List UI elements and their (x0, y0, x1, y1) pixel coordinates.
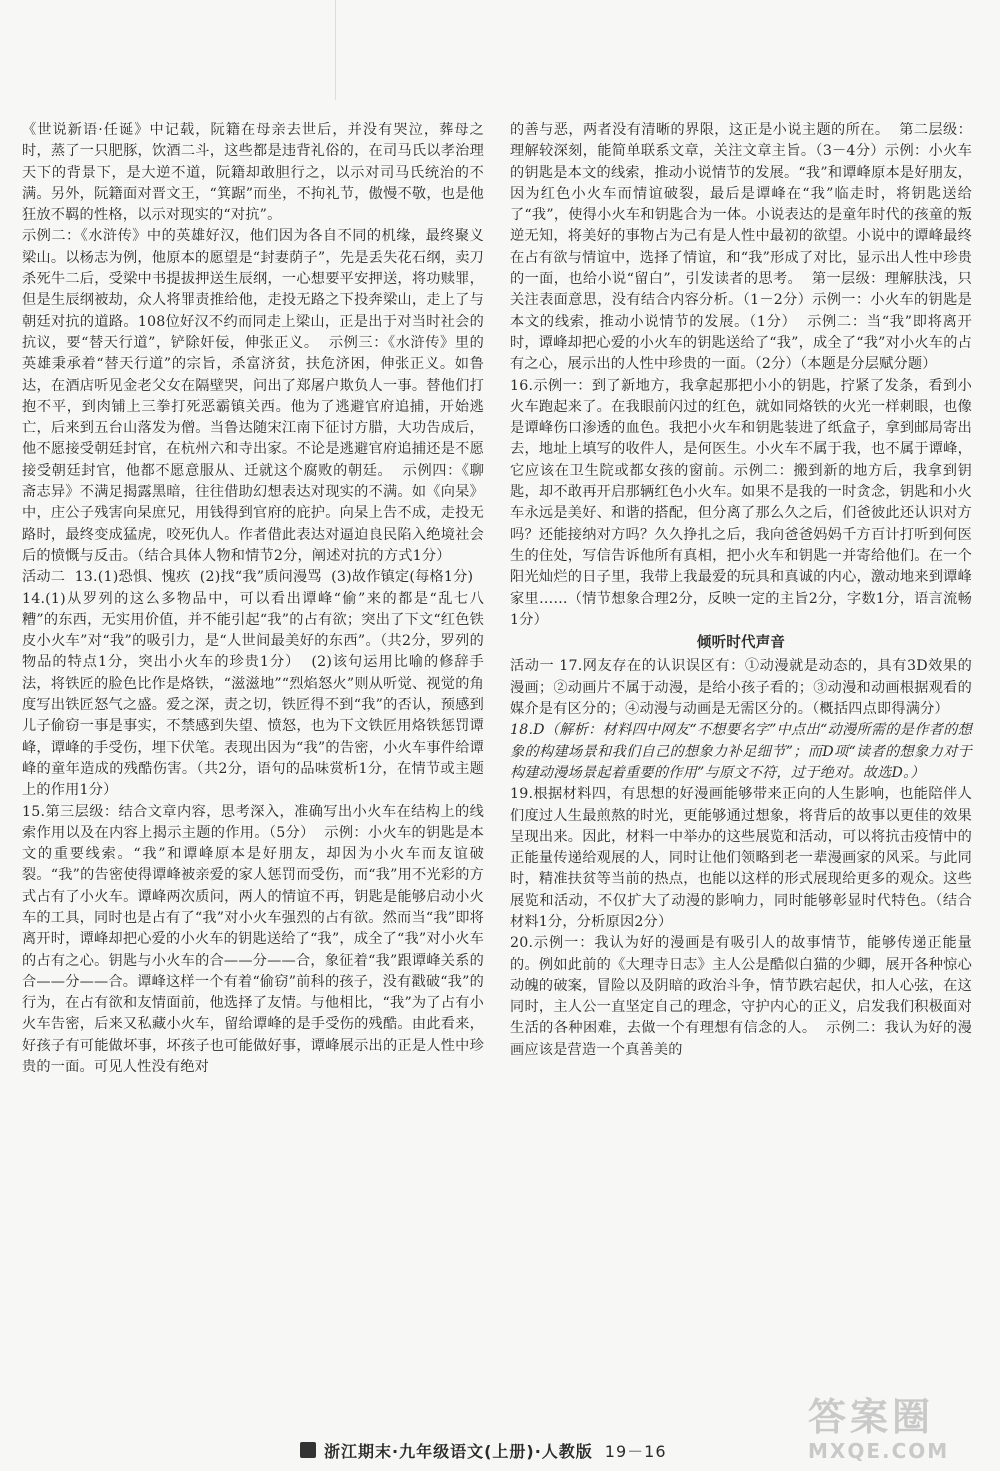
book-logo-icon (300, 1442, 316, 1458)
answer-paragraph: 的善与恶，两者没有清晰的界限，这正是小说主题的所在。 第二层级：理解较深刻，能简单联系文章，关注文章主旨。（3－4分）示例：小火车的钥匙是本文的线索，推动小说情节的发展。“我”和谭峰原本是好朋友，因为红色小火车而情谊破裂，最后是谭峰在“我”临走时，将钥匙送给了“我”，使得小火车和钥匙合为一体。小说表达的是童年时代的孩童的叛逆无知，将美好的事物占为己有是人性中最初的欲望。小说中的谭峰最终在占有欲与情谊中，选择了情谊，和“我”形成了对比，显示出人性中珍贵的一面，也给小说“留白”，引发读者的思考。 第一层级：理解肤浅，只关注表面意思，没有结合内容分析。（1－2分）示例一：小火车的钥匙是本文的线索，推动小说情节的发展。（1分） 示例二：当“我”即将离开时，谭峰却把心爱的小火车的钥匙送给了“我”，成全了“我”对小火车的占有之心，展示出的人性中珍贵的一面。（2分）（本题是分层赋分题） (510, 122, 972, 373)
left-column (22, 120, 484, 1078)
right-column (510, 120, 972, 1061)
answer-paragraph: 18.D（解析：材料四中网友“不想要名字”中点出“动漫所需的是作者的想象的构建场景和我们自己的想象力补足细节”；而D项“读者的想象力对于构建动漫场景起着重要的作用”与原文不符，过于绝对。故选D。） (510, 722, 972, 781)
answer-paragraph: 19.根据材料四，有思想的好漫画能够带来正向的人生影响，也能陪伴人们度过人生最煎熬的时光，更能够通过想象，将背后的故事以更佳的效果呈现出来。因此，材料一中举办的这些展览和活动，可以将抗击疫情中的正能量传递给观展的人，同时让他们领略到老一辈漫画家的风采。与此同时，精准扶贫等当前的热点，也能以这样的形式展现给更多的观众。这些展览和活动，不仅扩大了动漫的影响力，同时能够彰显时代特色。（结合材料1分，分析原因2分） (510, 786, 972, 930)
answer-paragraph: 14.(1)从罗列的这么多物品中，可以看出谭峰“偷”来的都是“乱七八糟”的东西，无实用价值，并不能引起“我”的占有欲；突出了下文“红色铁皮小火车”对“我”的吸引力，是“人世间最美好的东西”。（共2分，罗列的物品的特点1分，突出小火车的珍贵1分） (2)该句运用比喻的修辞手法，将铁匠的脸色比作是烙铁，“滋滋地”“烈焰怒火”则从听觉、视觉的角度写出铁匠怒气之盛。爱之深，责之切，铁匠得不到“我”的否认，预感到儿子偷窃一事是事实，不禁感到失望、愤怒，也为下文铁匠用烙铁惩罚谭峰，谭峰的手受伤，埋下伏笔。表现出因为“我”的告密，小火车事件给谭峰的童年造成的残酷伤害。（共2分，语句的品味赏析1分，在情节或主题上的作用1分） (22, 590, 484, 799)
section-heading: 倾听时代声音 (696, 635, 786, 652)
answer-paragraph: 示例二：《水浒传》中的英雄好汉，他们因为各自不同的机缘，最终聚义梁山。以杨志为例，他原本的愿望是“封妻荫子”，先是丢失花石纲，卖刀杀死牛二后，受梁中书提拔押送生辰纲，一心想要平安押送，将功赎罪，但是生辰纲被劫，众人将罪责推给他，走投无路之下投奔梁山，走上了与朝廷对抗的道路。108位好汉不约而同走上梁山，正是出于对当时社会的抗议，要“替天行道”，铲除奸佞，伸张正义。 示例三：《水浒传》里的英雄秉承着“替天行道”的宗旨，杀富济贫，扶危济困，伸张正义。如鲁达，在酒店听见金老父女在隔壁哭，问出了郑屠户欺负人一事。替他们打抱不平，到肉铺上三拳打死恶霸镇关西。他为了逃避官府追捕，开始逃亡，后来到五台山落发为僧。当鲁达随宋江南下征讨方腊，大功告成后，他不愿接受朝廷封官，在杭州六和寺出家。不论是逃避官府追捕还是不愿接受朝廷封官，他都不愿意服从、迁就这个腐败的朝廷。 示例四：《聊斋志异》不满足揭露黑暗，往往借助幻想表达对现实的不满。如《向杲》中，庄公子残害向杲庶兄，用钱得到官府的庇护。向杲上告不成，走投无路时，最终变成猛虎，咬死仇人。作者借此表达对逼迫良民陷入绝境社会后的愤慨与反击。（结合具体人物和情节2分，阐述对抗的方式1分） (22, 228, 484, 564)
watermark-url: MXQE.COM (808, 1439, 950, 1463)
answer-paragraph: 《世说新语·任诞》中记载，阮籍在母亲去世后，并没有哭泣，葬母之时，蒸了一只肥豚，饮酒二斗，这些都是违背礼俗的，在司马氏以孝治理天下的背景下，是大逆不道，阮籍却敢胆行之，以示对司马氏统治的不满。另外，阮籍面对晋文王，“箕踞”而坐，不拘礼节，傲慢不敬，也是他狂放不羁的性格，以示对现实的“对抗”。 (22, 122, 484, 224)
page-footer (300, 1437, 720, 1463)
answer-paragraph: 活动二 13.(1)恐惧、愧疚 (2)找“我”质问漫骂 (3)故作镇定(每格1分) (22, 569, 474, 586)
top-divider-line (335, 0, 336, 100)
answer-paragraph: 16.示例一：到了新地方，我拿起那把小小的钥匙，拧紧了发条，看到小火车跑起来了。在我眼前闪过的红色，就如同烙铁的火光一样刺眼，也像是谭峰伤口渗透的血色。我把小火车和钥匙装进了纸盒子，拿到邮局寄出去，地址上填写的收件人，是何医生。小火车不属于我，也不属于谭峰，它应该在卫生院或都女孩的窗前。示例二：搬到新的地方后，我拿到钥匙，却不敢再开启那辆红色小火车。如果不是我的一时贪念，钥匙和小火车永远是美好、和谐的搭配，但分离了那么久之后，们爸彼此还认识对方吗？还能接纳对方吗？久久挣扎之后，我向爸爸妈妈千方百计打听到何医生的住处，写信告诉他所有真相，把小火车和钥匙一并寄给他们。在一个阳光灿烂的日子里，我带上我最爱的玩具和真诚的内心，激动地来到谭峰家里……（情节想象合理2分，反映一定的主旨2分，字数1分，语言流畅1分） (510, 377, 972, 628)
watermark-logo-text: 答案圈 (808, 1395, 935, 1439)
book-title: 浙江期末·九年级语文(上册)·人教版 (324, 1441, 593, 1461)
answer-paragraph: 活动一 17.网友存在的认识误区有：①动漫就是动态的，具有3D效果的漫画；②动画片不属于动漫，是给小孩子看的；③动漫和动画根据观看的媒介是有区分的；④动漫与动画是无需区分的。（概括四点即得满分） (510, 658, 972, 718)
site-watermark (808, 1395, 988, 1471)
page-number: 19－16 (604, 1441, 667, 1461)
answer-paragraph: 15.第三层级：结合文章内容，思考深入，准确写出小火车在结构上的线索作用以及在内容上揭示主题的作用。（5分） 示例：小火车的钥匙是本文的重要线索。“我”和谭峰原本是好朋友，却因为小火车而友谊破裂。“我”的告密使得谭峰被亲爱的家人惩罚而受伤，而“我”用不光彩的方式占有了小火车。谭峰两次质问，两人的情谊不再，钥匙是能够启动小火车的工具，同时也是占有了“我”对小火车强烈的占有欲。然而当“我”即将离开时，谭峰却把心爱的小火车的钥匙送给了“我”，成全了“我”对小火车的占有之心。钥匙与小火车的合——分——合，象征着“我”跟谭峰关系的合——分——合。谭峰这样一个有着“偷窃”前科的孩子，没有戳破“我”的行为，在占有欲和友情面前，他选择了友情。与他相比，“我”为了占有小火车告密，后来又私藏小火车，留给谭峰的是手受伤的残酷。由此看来，好孩子有可能做坏事，坏孩子也可能做好事，谭峰展示出的正是人性中珍贵的一面。可见人性没有绝对 (22, 803, 484, 1076)
answer-paragraph: 20.示例一：我认为好的漫画是有吸引人的故事情节，能够传递正能量的。例如此前的《大理寺日志》主人公是酷似白猫的少卿，展开各种惊心动魄的破案，冒险以及阴暗的政治斗争，情节跌宕起伏，扣人心弦，在这同时，主人公一直坚定自己的理念，守护内心的正义，启发我们积极面对生活的各种困难，去做一个有理想有信念的人。 示例二：我认为好的漫画应该是营造一个真善美的 (510, 935, 972, 1058)
